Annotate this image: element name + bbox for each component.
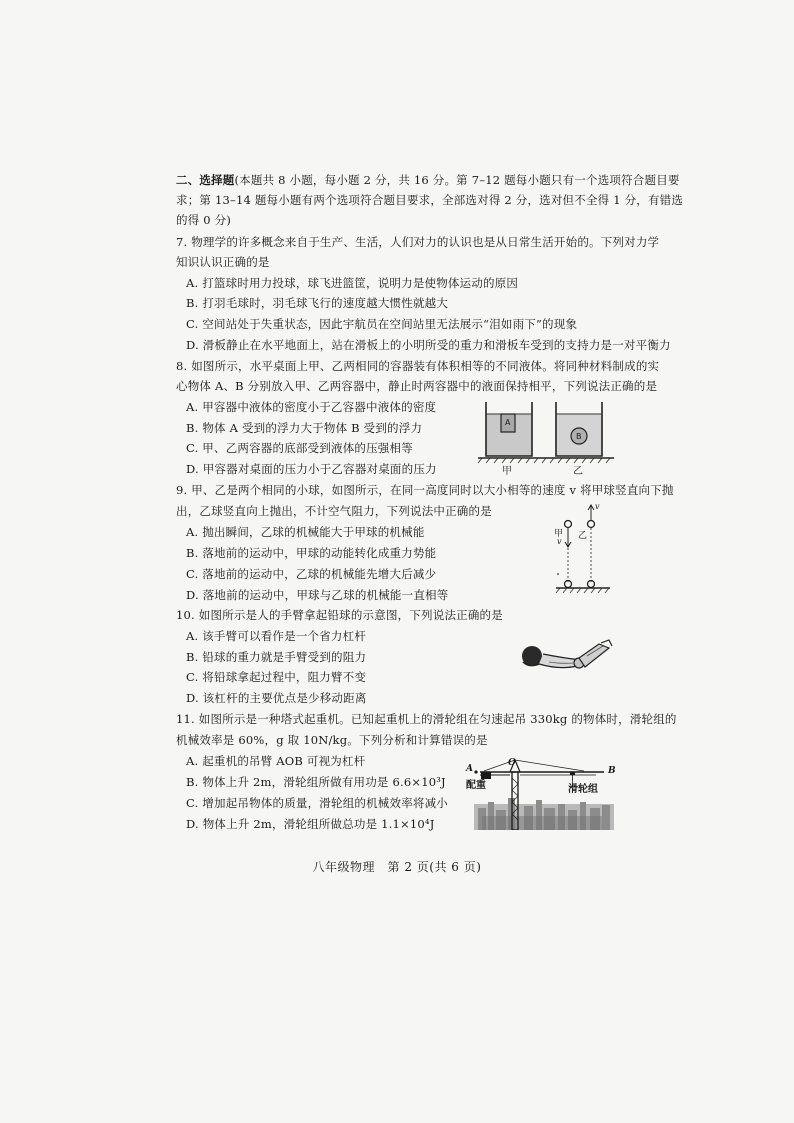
q7-option-c: C. 空间站处于失重状态，因此宇航员在空间站里无法展示“泪如雨下”的现象 bbox=[186, 317, 578, 331]
q8-containers-figure bbox=[476, 398, 616, 476]
q8-label-yi: 乙 bbox=[573, 466, 583, 477]
section-intro-line-3: 的得 0 分) bbox=[176, 213, 232, 227]
q10-stem: 10. 如图所示是人的手臂拿起铅球的示意图，下列说法正确的是 bbox=[176, 608, 503, 622]
q8-option-a: A. 甲容器中液体的密度小于乙容器中液体的密度 bbox=[186, 400, 437, 414]
q11-option-c: C. 增加起吊物体的质量，滑轮组的机械效率将减小 bbox=[186, 796, 448, 810]
q10-arm-figure bbox=[515, 636, 615, 676]
q10-option-a: A. 该手臂可以看作是一个省力杠杆 bbox=[186, 629, 367, 643]
q11-label-b: B bbox=[608, 766, 616, 776]
q9-option-b: B. 落地前的运动中，甲球的动能转化成重力势能 bbox=[186, 546, 437, 560]
q8-option-c: C. 甲、乙两容器的底部受到液体的压强相等 bbox=[186, 441, 413, 455]
q7-stem-line-2: 知识认识正确的是 bbox=[176, 255, 270, 269]
q8-option-d: D. 甲容器对桌面的压力小于乙容器对桌面的压力 bbox=[186, 462, 437, 476]
q11-option-a: A. 起重机的吊臂 AOB 可视为杠杆 bbox=[186, 754, 366, 768]
q8-stem-line-1: 8. 如图所示，水平桌面上甲、乙两相同的容器装有体积相等的不同液体。将同种材料制成的实 bbox=[176, 359, 660, 373]
q11-label-a: A bbox=[466, 764, 473, 774]
q8-stem-line-2: 心物体 A、B 分别放入甲、乙两容器中，静止时两容器中的液面保持相平，下列说法正确的是 bbox=[176, 379, 658, 393]
q9-label-v-down: v bbox=[557, 537, 562, 546]
q7-stem-line-1: 7. 物理学的许多概念来自于生产、生活，人们对力的认识也是从日常生活开始的。下列对力学 bbox=[176, 235, 660, 249]
q11-option-b: B. 物体上升 2m，滑轮组所做有用功是 6.6×10³J bbox=[186, 775, 446, 789]
q9-stem-line-1: 9. 甲、乙是两个相同的小球，如图所示，在同一高度同时以大小相等的速度 v 将甲球竖直向下抛 bbox=[176, 483, 674, 497]
section-header bbox=[176, 172, 680, 188]
q8-label-jia: 甲 bbox=[502, 466, 512, 477]
q9-option-c: C. 落地前的运动中，乙球的机械能先增大后减少 bbox=[186, 567, 437, 581]
q8-label-b: B bbox=[576, 432, 582, 441]
q9-label-yi: 乙 bbox=[578, 531, 588, 541]
q11-crane-figure bbox=[464, 758, 624, 830]
section-intro-line-1: (本题共 8 小题，每小题 2 分，共 16 分。第 7–12 题每小题只有一个选项符合题目要 bbox=[234, 173, 680, 187]
q9-stem-line-2: 出，乙球竖直向上抛出，不计空气阻力，下列说法中正确的是 bbox=[176, 504, 492, 518]
q11-option-d: D. 物体上升 2m，滑轮组所做总功是 1.1×10⁴J bbox=[186, 817, 435, 831]
q7-option-a: A. 打篮球时用力投球，球飞进篮筐，说明力是使物体运动的原因 bbox=[186, 276, 519, 290]
q9-balls-figure bbox=[548, 502, 618, 598]
q8-option-b: B. 物体 A 受到的浮力大于物体 B 受到的浮力 bbox=[186, 421, 423, 435]
q11-stem-line-2: 机械效率是 60%，g 取 10N/kg。下列分析和计算错误的是 bbox=[176, 733, 488, 747]
q11-label-pulley: 滑轮组 bbox=[568, 784, 598, 795]
q7-option-d: D. 滑板静止在水平地面上，站在滑板上的小明所受的重力和滑板车受到的支持力是一对平衡力 bbox=[186, 338, 671, 352]
section-intro-line-2: 求；第 13–14 题每小题有两个选项符合题目要求，全部选对得 2 分，选对但不全得 1 分，有错选 bbox=[176, 193, 684, 207]
q10-option-d: D. 该杠杆的主要优点是少移动距离 bbox=[186, 691, 367, 705]
page-footer: 八年级物理 第 2 页(共 6 页) bbox=[312, 860, 482, 874]
q9-label-v-up: v bbox=[595, 502, 600, 511]
q9-label-jia: 甲 bbox=[554, 529, 564, 539]
q11-label-o: O bbox=[508, 758, 516, 768]
q9-option-d: D. 落地前的运动中，甲球与乙球的机械能一直相等 bbox=[186, 588, 449, 602]
q10-option-c: C. 将铅球拿起过程中，阻力臂不变 bbox=[186, 670, 367, 684]
q11-label-counterweight: 配重 bbox=[466, 780, 486, 791]
q7-option-b: B. 打羽毛球时，羽毛球飞行的速度越大惯性就越大 bbox=[186, 296, 449, 310]
q11-stem-line-1: 11. 如图所示是一种塔式起重机。已知起重机上的滑轮组在匀速起吊 330kg 的物体时，滑轮组的 bbox=[176, 712, 677, 726]
q8-label-a: A bbox=[505, 418, 511, 427]
section-title: 二、选择题 bbox=[176, 173, 235, 187]
q10-option-b: B. 铅球的重力就是手臂受到的阻力 bbox=[186, 650, 367, 664]
q9-option-a: A. 抛出瞬间，乙球的机械能大于甲球的机械能 bbox=[186, 525, 425, 539]
